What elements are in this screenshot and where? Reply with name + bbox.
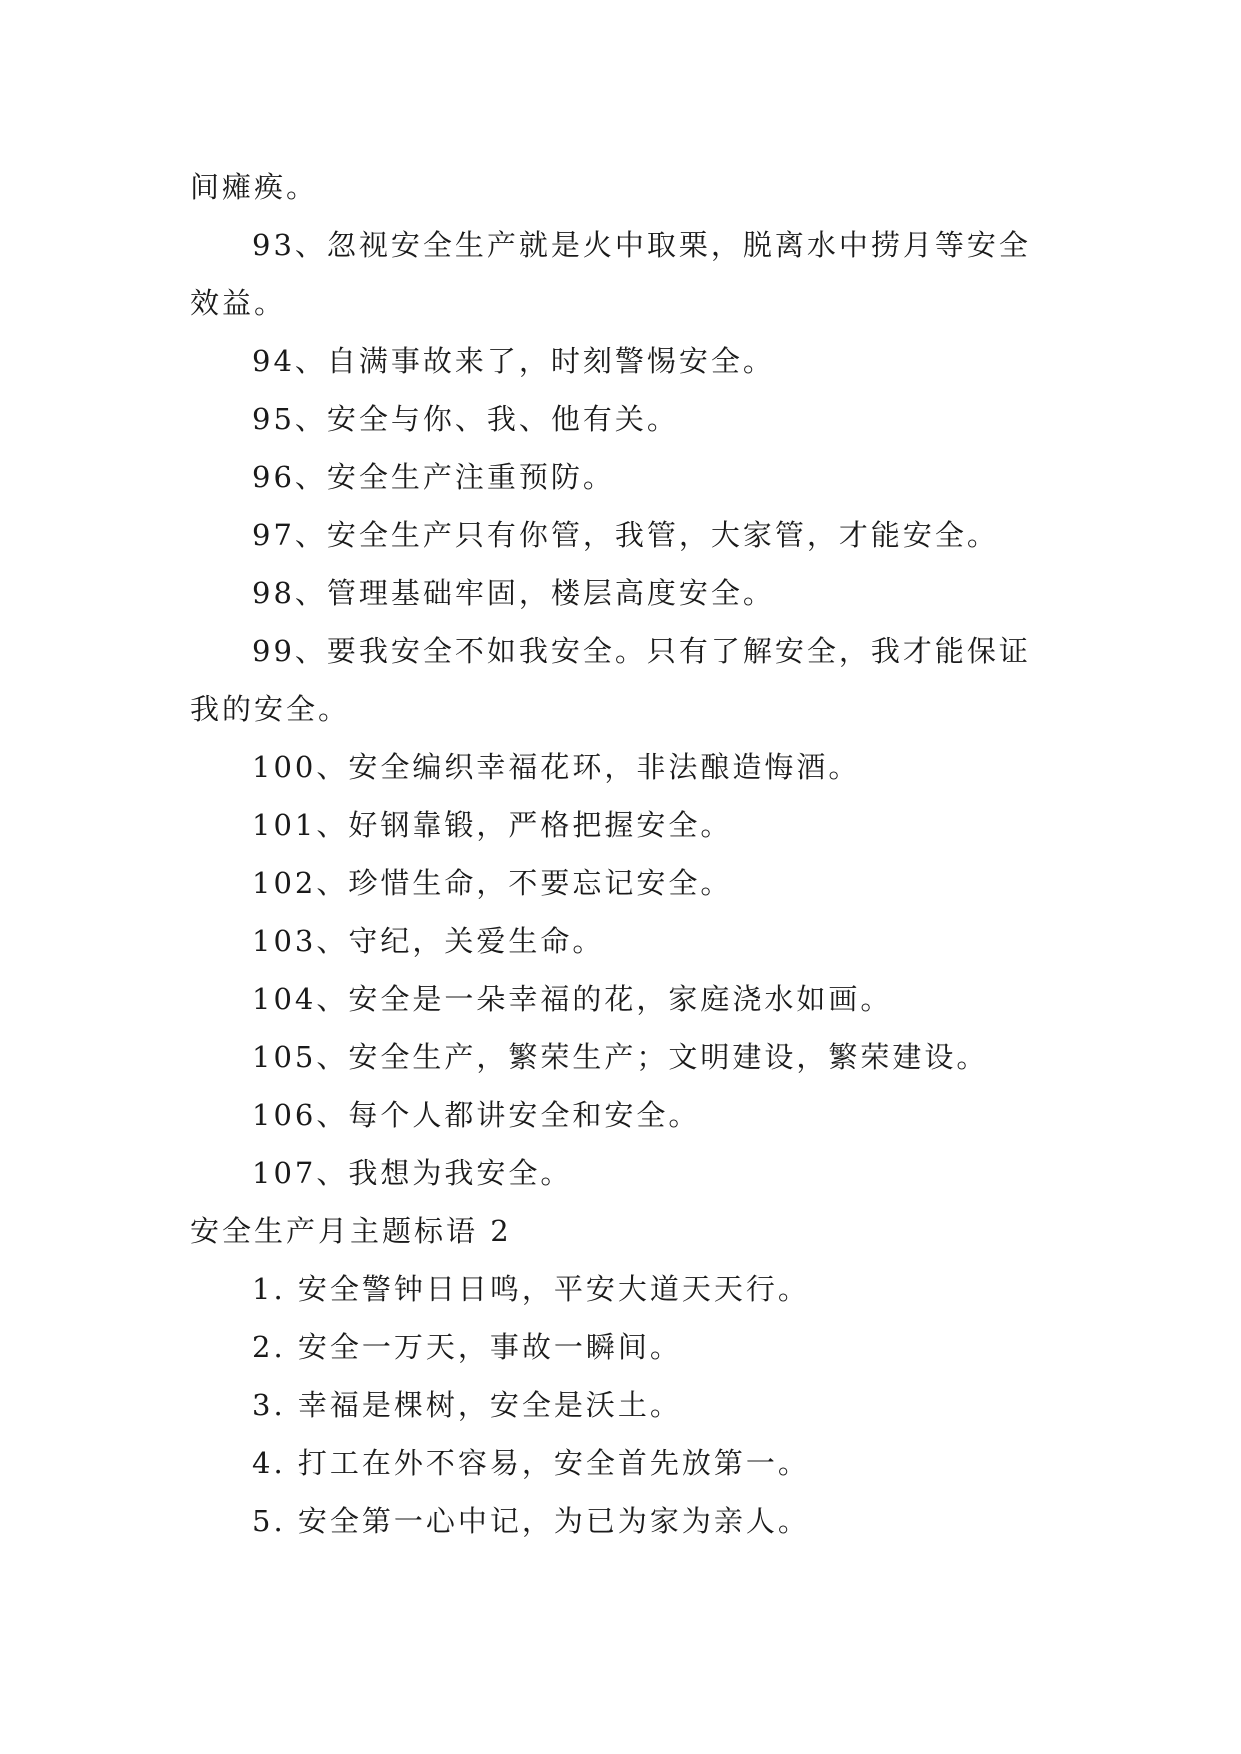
- slogan-93-line-2: 效益。: [190, 286, 287, 320]
- slogan-2-item-5: 5. 安全第一心中记，为已为家为亲人。: [252, 1504, 810, 1538]
- slogan-105: 105、安全生产，繁荣生产；文明建设，繁荣建设。: [252, 1040, 989, 1074]
- slogan-2-item-3: 3. 幸福是棵树，安全是沃土。: [252, 1388, 682, 1422]
- slogan-102: 102、珍惜生命，不要忘记安全。: [252, 866, 733, 900]
- document-body: [190, 158, 1050, 1550]
- slogan-98: 98、管理基础牢固，楼层高度安全。: [252, 576, 775, 610]
- slogan-94: 94、自满事故来了，时刻警惕安全。: [252, 344, 775, 378]
- continuation-line: 间瘫痪。: [190, 170, 319, 204]
- slogan-100: 100、安全编织幸福花环，非法酿造悔酒。: [252, 750, 861, 784]
- slogan-2-item-1: 1. 安全警钟日日鸣，平安大道天天行。: [252, 1272, 810, 1306]
- slogan-104: 104、安全是一朵幸福的花，家庭浇水如画。: [252, 982, 893, 1016]
- slogan-97: 97、安全生产只有你管，我管，大家管，才能安全。: [252, 518, 999, 552]
- slogan-101: 101、好钢靠锻，严格把握安全。: [252, 808, 733, 842]
- slogan-96: 96、安全生产注重预防。: [252, 460, 615, 494]
- slogan-99-line-2: 我的安全。: [190, 692, 351, 726]
- slogan-106: 106、每个人都讲安全和安全。: [252, 1098, 701, 1132]
- slogan-99-line-1: 99、要我安全不如我安全。只有了解安全，我才能保证: [252, 634, 1031, 668]
- slogan-2-item-4: 4. 打工在外不容易，安全首先放第一。: [252, 1446, 810, 1480]
- slogan-95: 95、安全与你、我、他有关。: [252, 402, 679, 436]
- slogan-93-line-1: 93、忽视安全生产就是火中取栗，脱离水中捞月等安全: [252, 228, 1031, 262]
- slogan-107: 107、我想为我安全。: [252, 1156, 573, 1190]
- section-heading: 安全生产月主题标语 2: [190, 1214, 512, 1248]
- slogan-103: 103、守纪，关爱生命。: [252, 924, 605, 958]
- slogan-2-item-2: 2. 安全一万天，事故一瞬间。: [252, 1330, 682, 1364]
